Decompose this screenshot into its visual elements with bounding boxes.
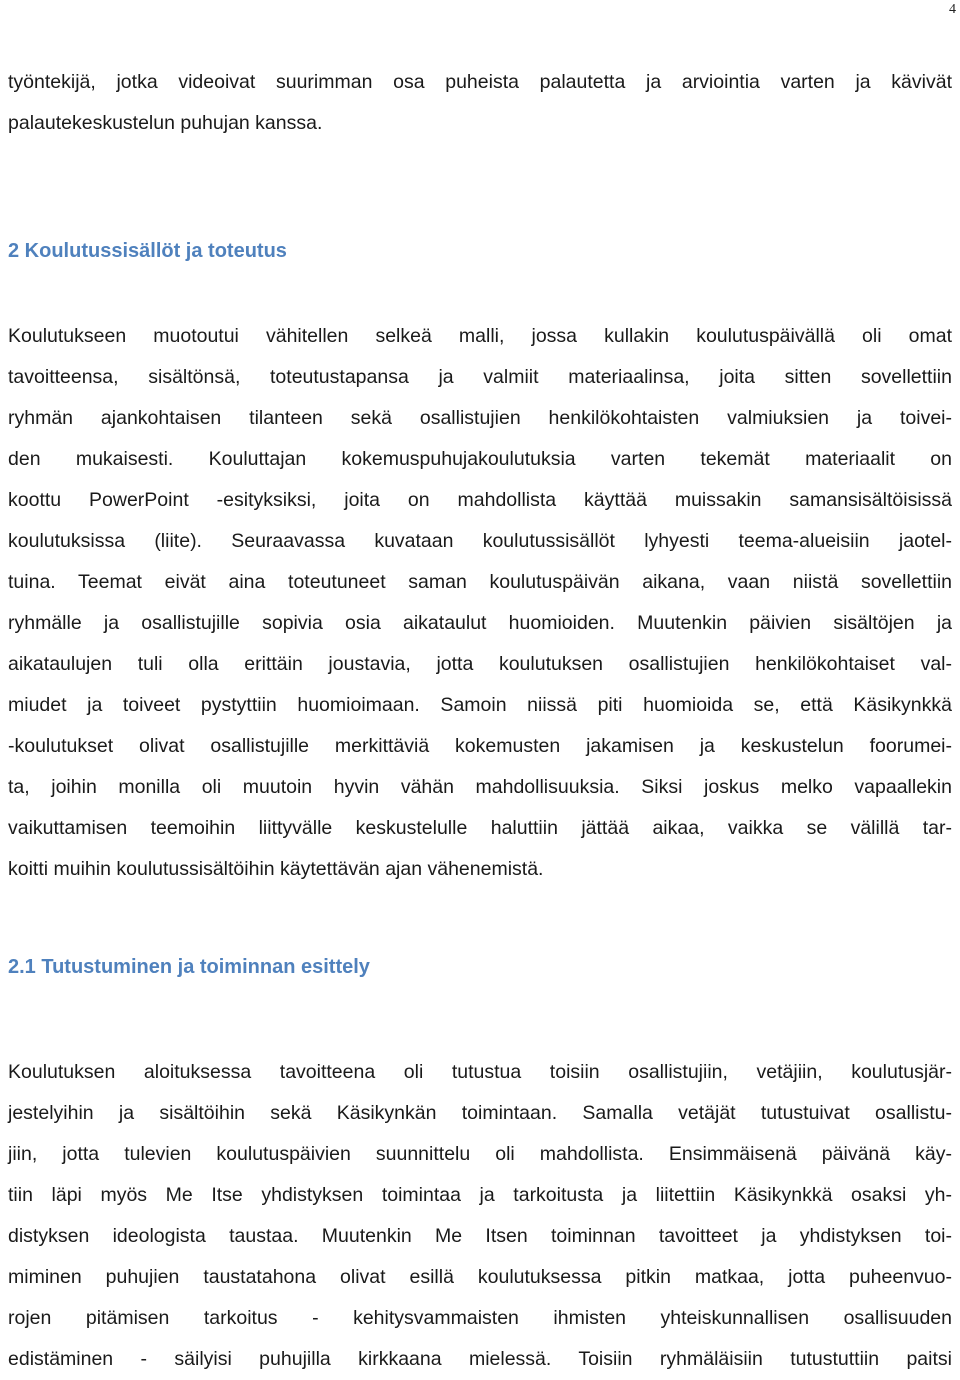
text-line: palautekeskustelun puhujan kanssa. bbox=[8, 112, 323, 134]
text-line: jestelyihin ja sisältöihin sekä Käsikynkän toimintaan. Samalla vetäjät tutustuivat osallistu- bbox=[8, 1102, 952, 1124]
section-heading-2: 2 Koulutussisällöt ja toteutus bbox=[8, 240, 287, 262]
paragraph-intro bbox=[8, 62, 952, 144]
text-line: ta, joihin monilla oli muutoin hyvin vähän mahdollisuuksia. Siksi joskus melko vapaallekin bbox=[8, 776, 952, 798]
text-line: tuina. Teemat eivät aina toteutuneet saman koulutuspäivän aikana, vaan niistä sovellettiin bbox=[8, 571, 952, 593]
text-line: ryhmälle ja osallistujille sopivia osia aikataulut huomioiden. Muutenkin päivien sisältöjen ja bbox=[8, 612, 952, 634]
text-line: miminen puhujien taustatahona olivat esillä koulutuksessa pitkin matkaa, jotta puheenvuo- bbox=[8, 1266, 952, 1288]
text-line: tiin läpi myös Me Itse yhdistyksen toimintaa ja tarkoitusta ja liitettiin Käsikynkkä osaksi yh- bbox=[8, 1184, 952, 1206]
page-number: 4 bbox=[949, 2, 956, 17]
paragraph-tutustuminen bbox=[8, 1052, 952, 1380]
text-line: koottu PowerPoint -esityksiksi, joita on mahdollista käyttää muissakin samansisältöisissä bbox=[8, 489, 952, 511]
text-line: koitti muihin koulutussisältöihin käytettävän ajan vähenemistä. bbox=[8, 858, 544, 880]
section-heading-2-1: 2.1 Tutustuminen ja toiminnan esittely bbox=[8, 956, 370, 978]
text-line: miudet ja toiveet pystyttiin huomioimaan. Samoin niissä piti huomioida se, että Käsikynkkä bbox=[8, 694, 952, 716]
text-line: ryhmän ajankohtaisen tilanteen sekä osallistujien henkilökohtaisten valmiuksien ja toivei- bbox=[8, 407, 952, 429]
text-line: distyksen ideologista taustaa. Muutenkin Me Itsen toiminnan tavoitteet ja yhdistyksen toi- bbox=[8, 1225, 952, 1247]
text-line: den mukaisesti. Kouluttajan kokemuspuhujakoulutuksia varten tekemät materiaalit on bbox=[8, 448, 952, 470]
text-line: vaikuttamisen teemoihin liittyvälle keskustelulle haluttiin jättää aikaa, vaikka se välillä tar- bbox=[8, 817, 952, 839]
text-line: työntekijä, jotka videoivat suurimman osa puheista palautetta ja arviointia varten ja kävivät bbox=[8, 71, 952, 93]
text-line: aikataulujen tuli olla erittäin joustavia, jotta koulutuksen osallistujien henkilökohtaiset val- bbox=[8, 653, 952, 675]
text-line: -koulutukset olivat osallistujille merkittäviä kokemusten jakamisen ja keskustelun foorumei- bbox=[8, 735, 952, 757]
text-line: jiin, jotta tulevien koulutuspäivien suunnittelu oli mahdollista. Ensimmäisenä päivänä käy- bbox=[8, 1143, 952, 1165]
text-line: Koulutukseen muotoutui vähitellen selkeä malli, jossa kullakin koulutuspäivällä oli omat bbox=[8, 325, 952, 347]
text-line: Koulutuksen aloituksessa tavoitteena oli tutustua toisiin osallistujiin, vetäjiin, koulutusjär- bbox=[8, 1061, 952, 1083]
paragraph-koulutussisallot bbox=[8, 316, 952, 890]
text-line: koulutuksissa (liite). Seuraavassa kuvataan koulutussisällöt lyhyesti teema-alueisiin jaotel- bbox=[8, 530, 952, 552]
text-line: tavoitteensa, sisältönsä, toteutustapansa ja valmiit materiaalinsa, joita sitten sovellettiin bbox=[8, 366, 952, 388]
text-line: edistäminen - säilyisi puhujilla kirkkaana mielessä. Toisiin ryhmäläisiin tutustuttiin paitsi bbox=[8, 1348, 952, 1370]
text-line: rojen pitämisen tarkoitus - kehitysvammaisten ihmisten yhteiskunnallisen osallisuuden bbox=[8, 1307, 952, 1329]
